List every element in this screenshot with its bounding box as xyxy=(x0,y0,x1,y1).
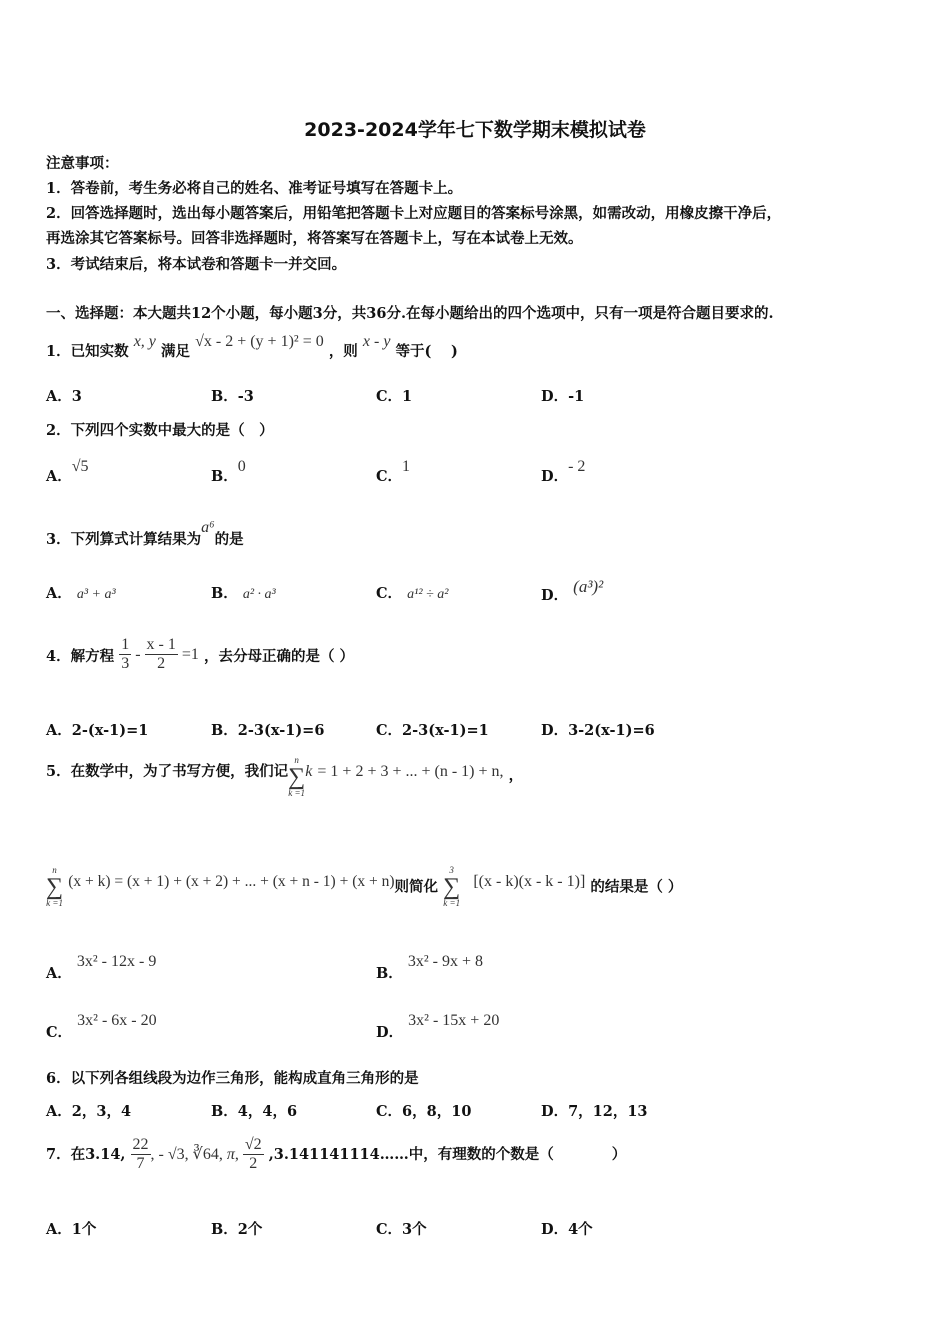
option-label: C． xyxy=(376,388,403,405)
option-text: √5 xyxy=(71,458,89,475)
q1-post: 等于( ) xyxy=(395,343,458,360)
option-text: - 2 xyxy=(568,458,586,475)
option-text: 3x² - 12x - 9 xyxy=(76,953,157,970)
option-b[interactable] xyxy=(211,1100,297,1121)
question-4: 4．解方程 $\frac{1}{3}$ - $\frac{x - 1}{2}$ =1 ，去分母正确的是（ ） xyxy=(46,636,355,672)
question-1 xyxy=(46,330,458,360)
fraction-root2-over-2: $\frac{√2}{2}$ xyxy=(244,1136,262,1172)
option-label: B． xyxy=(211,722,238,739)
question-5: 5．在数学中，为了书写方便，我们记 n ∑ k =1 k = 1 + 2 + 3 + ... + (n - 1) + n, ， xyxy=(46,755,524,798)
q3-post: 的是 xyxy=(214,531,244,548)
option-text: 2-3(x-1)=1 xyxy=(402,722,489,739)
option-label: B． xyxy=(211,388,238,405)
option-label: B． xyxy=(376,965,403,982)
option-a[interactable] xyxy=(46,719,148,740)
option-text: 4个 xyxy=(568,1221,593,1238)
option-text: (a³)² xyxy=(573,577,604,596)
option-b[interactable] xyxy=(211,582,276,603)
q1-then: ，则 xyxy=(328,343,358,360)
option-label: C． xyxy=(46,1024,73,1041)
q1-expr: x - y xyxy=(362,333,391,350)
option-d[interactable] xyxy=(541,1100,648,1121)
option-label: C． xyxy=(376,585,403,602)
option-label: C． xyxy=(376,1221,403,1238)
notice-item: 1．答卷前，考生务必将自己的姓名、准考证号填写在答题卡上。 xyxy=(46,180,463,197)
option-b[interactable] xyxy=(211,385,254,406)
option-a[interactable] xyxy=(46,1218,96,1239)
option-d[interactable] xyxy=(541,1218,593,1239)
option-text: 3-2(x-1)=6 xyxy=(568,722,655,739)
q1-vars: x, y xyxy=(133,333,156,350)
fraction-x-minus-1-over-2: $\frac{x - 1}{2}$ xyxy=(146,636,176,672)
page-title: 2023-2024学年七下数学期末模拟试卷 xyxy=(304,119,646,141)
q5-mid: 则简化 xyxy=(394,878,439,896)
option-text: 2个 xyxy=(237,1221,263,1238)
q5-expansion: (x + k) = (x + 1) + (x + 2) + ... + (x + n - 1) + (x + n) xyxy=(68,872,395,890)
option-text: 3x² - 9x + 8 xyxy=(407,953,484,970)
option-label: D． xyxy=(541,722,569,739)
option-text: 2-(x-1)=1 xyxy=(71,722,149,739)
option-label: D． xyxy=(376,1024,404,1041)
option-a[interactable] xyxy=(46,950,157,982)
notice-item: 再选涂其它答案标号。回答非选择题时，将答案写在答题卡上，写在本试卷上无效。 xyxy=(46,230,583,247)
fraction-one-third: $\frac{1}{3}$ xyxy=(121,636,130,672)
q1-equation: √x - 2 + (y + 1)² = 0 xyxy=(195,333,324,350)
option-text: -1 xyxy=(568,388,585,405)
q4-pre: 4．解方程 xyxy=(46,648,115,665)
option-label: B． xyxy=(211,1103,238,1120)
q7-post: ,3.141141114……中，有理数的个数是（ ） xyxy=(268,1146,627,1163)
summation-symbol: 3 ∑ k =1 xyxy=(443,865,461,908)
option-label: D． xyxy=(541,587,569,604)
q5-definition: = 1 + 2 + 3 + ... + (n - 1) + n, xyxy=(317,762,504,780)
option-c[interactable] xyxy=(376,455,411,485)
option-text: 1 xyxy=(402,388,413,405)
option-d[interactable] xyxy=(541,455,586,485)
option-label: C． xyxy=(376,468,403,485)
q7-pre: 7．在3.14, xyxy=(46,1146,126,1163)
question-5-line-2 xyxy=(46,866,682,908)
option-text: 3 xyxy=(71,388,82,405)
q4-post: ，去分母正确的是（ ） xyxy=(203,648,355,665)
q1-mid: 满足 xyxy=(160,343,190,360)
option-text: 4，4，6 xyxy=(237,1103,298,1120)
option-text: 3个 xyxy=(402,1221,427,1238)
summation-symbol: n ∑ k =1 xyxy=(288,755,306,798)
q5-post: 的结果是（ ） xyxy=(590,878,683,896)
q5-pre: 5．在数学中，为了书写方便，我们记 xyxy=(46,762,289,780)
option-b[interactable] xyxy=(376,950,484,982)
summation-symbol: n ∑ k =1 xyxy=(46,865,64,908)
option-label: C． xyxy=(376,1103,403,1120)
option-a[interactable] xyxy=(46,1100,131,1121)
option-b[interactable] xyxy=(211,1218,262,1239)
option-label: A． xyxy=(46,388,72,405)
option-label: C． xyxy=(376,722,403,739)
option-label: A． xyxy=(46,1221,72,1238)
option-text: a¹² ÷ a² xyxy=(407,587,449,602)
option-a[interactable] xyxy=(46,385,82,406)
option-label: B． xyxy=(211,1221,238,1238)
option-c[interactable] xyxy=(376,385,412,406)
option-c[interactable] xyxy=(46,1009,157,1041)
option-d[interactable] xyxy=(376,1009,500,1041)
option-label: D． xyxy=(541,1103,569,1120)
option-label: A． xyxy=(46,965,72,982)
option-text: a³ + a³ xyxy=(76,587,116,602)
notice-heading: 注意事项： xyxy=(46,155,119,172)
q3-pre: 3．下列算式计算结果为 xyxy=(46,531,202,548)
q5-inner: [(x - k)(x - k - 1)] xyxy=(473,872,586,890)
question-3 xyxy=(46,516,244,548)
option-text: 0 xyxy=(237,458,246,475)
option-d[interactable] xyxy=(541,576,604,604)
notice-item: 3．考试结束后，将本试卷和答题卡一并交回。 xyxy=(46,256,347,273)
option-text: 3x² - 6x - 20 xyxy=(77,1012,157,1029)
option-text: 6，8，10 xyxy=(402,1103,472,1120)
option-c[interactable] xyxy=(376,1100,471,1121)
option-label: D． xyxy=(541,1221,569,1238)
option-d[interactable] xyxy=(541,385,584,406)
question-6: 6．以下列各组线段为边作三角形，能构成直角三角形的是 xyxy=(46,1070,419,1087)
notice-item: 2．回答选择题时，选出每小题答案后，用铅笔把答题卡上对应题目的答案标号涂黑，如需改动，用橡皮擦干净后， xyxy=(46,205,782,222)
option-label: B． xyxy=(211,585,238,602)
option-a[interactable] xyxy=(46,455,89,485)
q1-pre: 1．已知实数 xyxy=(46,343,129,360)
option-text: -3 xyxy=(237,388,254,405)
option-text: 7，12，13 xyxy=(568,1103,648,1120)
option-c[interactable] xyxy=(376,719,489,740)
option-text: a² · a³ xyxy=(242,587,276,602)
fraction-22-over-7: $\frac{22}{7}$ xyxy=(132,1136,149,1172)
option-label: A． xyxy=(46,468,72,485)
option-text: 1 xyxy=(402,458,411,475)
question-2: 2．下列四个实数中最大的是（ ） xyxy=(46,422,274,439)
option-label: A． xyxy=(46,585,72,602)
option-text: 2，3，4 xyxy=(71,1103,132,1120)
option-text: 2-3(x-1)=6 xyxy=(237,722,325,739)
option-c[interactable] xyxy=(376,582,448,603)
option-label: A． xyxy=(46,722,72,739)
option-b[interactable] xyxy=(211,719,324,740)
q3-target: a⁶ xyxy=(201,519,215,536)
option-a[interactable] xyxy=(46,582,116,603)
section-heading: 一、选择题：本大题共12个小题，每小题3分，共36分.在每小题给出的四个选项中，只有一项是符合题目要求的. xyxy=(46,305,774,322)
option-label: D． xyxy=(541,388,569,405)
question-7: 7．在3.14, $\frac{22}{7}$ , - √3, ∛64, π, $\frac{√2}{2}$ ,3.141141114……中，有理数的个数是（ ） xyxy=(46,1136,627,1172)
option-b[interactable] xyxy=(211,455,246,485)
option-label: B． xyxy=(211,468,238,485)
option-text: 3x² - 15x + 20 xyxy=(408,1012,500,1029)
option-text: 1个 xyxy=(71,1221,97,1238)
option-label: A． xyxy=(46,1103,72,1120)
option-d[interactable] xyxy=(541,719,655,740)
option-c[interactable] xyxy=(376,1218,427,1239)
option-label: D． xyxy=(541,468,569,485)
